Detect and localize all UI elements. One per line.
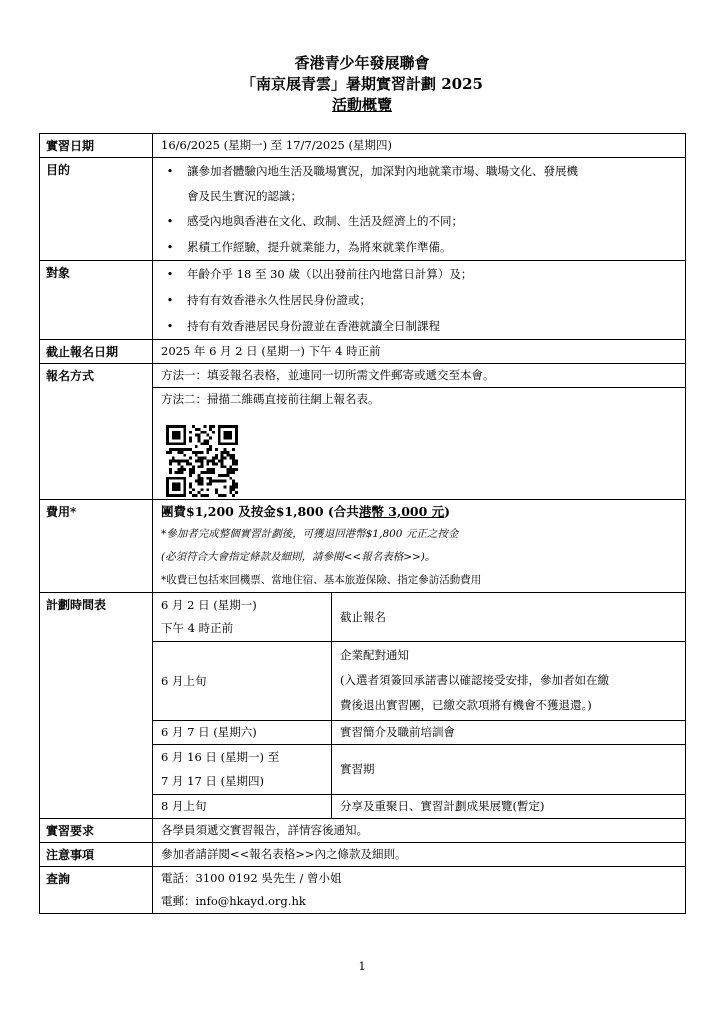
purpose-bullet-2: • 感受內地與香港在文化、政制、生活及經濟上的不同； xyxy=(166,214,463,228)
schedule-row: 6 月上旬 企業配對通知 (入選者須簽回承諾書以確認接受安排，參加者如在繳 費後退出實習團，已繳交款項將有機會不獲退還。) xyxy=(153,641,685,720)
row-target xyxy=(40,261,686,340)
overview-table xyxy=(39,133,686,914)
label-notice: 注意事項 xyxy=(40,843,153,867)
label-purpose: 目的 xyxy=(40,158,153,261)
schedule-row: 6 月 2 日 (星期一) 下午 4 時正前 截止報名 xyxy=(153,593,685,641)
method-1: 方法一：填妥報名表格，並連同一切所需文件郵寄或遞交至本會。 xyxy=(161,368,495,382)
label-deadline: 截止報名日期 xyxy=(40,340,153,364)
row-purpose xyxy=(40,158,686,261)
value-date: 16/6/2025 (星期一) 至 17/7/2025 (星期四) xyxy=(161,138,392,152)
label-requirement: 實習要求 xyxy=(40,819,153,843)
value-deadline: 2025 年 6 月 2 日 (星期一) 下午 4 時正前 xyxy=(161,344,381,358)
row-enquiry xyxy=(40,867,686,914)
enquiry-phone: 電話：3100 0192 吳先生 / 曾小姐 xyxy=(161,871,342,885)
schedule-row: 6 月 7 日 (星期六) 實習簡介及職前培訓會 xyxy=(153,720,685,744)
qr-code-icon[interactable] xyxy=(166,425,238,497)
label-method: 報名方式 xyxy=(40,364,153,500)
label-enquiry: 查詢 xyxy=(40,867,153,914)
fee-note-1: *參加者完成整個實習計劃後，可獲退回港幣$1,800 元正之按金 xyxy=(161,528,459,540)
target-bullet-3: • 持有有效香港居民身份證並在香港就讀全日制課程 xyxy=(166,319,440,333)
label-target: 對象 xyxy=(40,261,153,340)
method-2: 方法二：掃描二維碼直接前往網上報名表。 xyxy=(161,392,380,406)
overview-heading: 活動概覽 xyxy=(331,96,392,114)
target-bullet-1: • 年齡介乎 18 至 30 歲（以出發前往內地當日計算）及； xyxy=(166,267,473,281)
schedule-row: 6 月 16 日 (星期一) 至 7 月 17 日 (星期四) 實習期 xyxy=(153,744,685,794)
row-date xyxy=(40,134,686,158)
label-date: 實習日期 xyxy=(40,134,153,158)
value-notice: 參加者請詳閱<<報名表格>>內之條款及細則。 xyxy=(161,847,407,861)
value-requirement: 各學員須遞交實習報告，詳情容後通知。 xyxy=(161,823,368,837)
label-fee: 費用* xyxy=(40,500,153,593)
row-fee xyxy=(40,500,686,593)
row-notice xyxy=(40,843,686,867)
fee-title: 團費$1,200 及按金$1,800 (合共港幣 3,000 元) xyxy=(161,504,451,519)
row-deadline xyxy=(40,340,686,364)
row-method xyxy=(40,364,686,500)
target-bullet-2: • 持有有效香港永久性居民身份證或； xyxy=(166,293,371,307)
purpose-bullet-1: • 讓參加者體驗內地生活及職場實況，加深對內地就業市場、職場文化、發展機 xyxy=(166,164,578,178)
program-title: 「南京展青雲」暑期實習計劃 2025 xyxy=(241,75,483,93)
row-requirement xyxy=(40,819,686,843)
schedule-table xyxy=(153,593,685,818)
fee-note-3: *收費已包括來回機票、當地住宿、基本旅遊保險、指定參訪活動費用 xyxy=(161,574,482,586)
fee-note-2: (必須符合大會指定條款及細則，請參閱<<報名表格>>)。 xyxy=(161,551,436,563)
org-title: 香港青少年發展聯會 xyxy=(294,54,430,72)
purpose-bullet-1-cont: 會及民生實況的認識； xyxy=(187,189,302,203)
enquiry-email[interactable]: 電郵：info@hkayd.org.hk xyxy=(161,894,306,908)
page-number: 1 xyxy=(358,960,366,973)
row-schedule xyxy=(40,593,686,819)
label-schedule: 計劃時間表 xyxy=(40,593,153,819)
schedule-row: 8 月上旬 分享及重聚日、實習計劃成果展覽(暫定) xyxy=(153,794,685,818)
purpose-bullet-3: • 累積工作經驗，提升就業能力，為將來就業作準備。 xyxy=(166,240,452,254)
